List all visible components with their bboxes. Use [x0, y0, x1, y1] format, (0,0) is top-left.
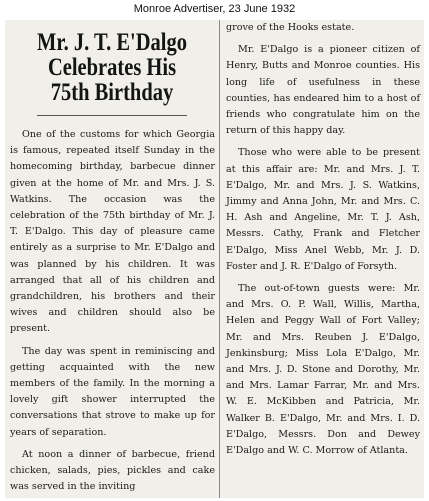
newspaper-clipping — [5, 20, 424, 498]
headline — [24, 20, 199, 105]
headline-line-3: 75th Birthday — [50, 79, 174, 106]
headline-line-2: Celebrates His — [47, 54, 177, 81]
paragraph-continued: grove of the Hooks estate. — [226, 22, 355, 33]
right-column — [219, 20, 424, 498]
paragraph: Those who were able to be present at this affair are: Mr. and Mrs. J. T. E'Dalgo, Mr. and Mrs. J. S. Watkins, Jimmy and Anna John, Mr. and Mrs. C. H. Ash and Angeline, Mr. T. J. Ash, Messrs. Cathy, Frank and Fletcher E'Dalgo, Miss Anel Webb, Mr. J. D. Foster and J. R. E'Dalgo of Forsyth. — [226, 147, 420, 272]
image-caption: Monroe Advertiser, 23 June 1932 — [133, 3, 296, 15]
headline-line-1: Mr. J. T. E'Dalgo — [37, 29, 187, 56]
right-column-text — [220, 20, 424, 459]
paragraph: The day was spent in reminiscing and getting acquainted with the new members of the family. In the morning a lovely gift shower interrupted the conversations that strove to make up for years of separation. — [10, 345, 215, 438]
paragraph: One of the customs for which Georgia is famous, repeated itself Sunday in the homecoming birthday, barbecue dinner given at the home of Mr. and Mrs. J. S. Watkins. The occasion was the celebration of the 75th birthday of Mr. J. T. E'Dalgo. This day of pleasure came entirely as a surprise to Mr. E'Dalgo and was planned by his children. It was arranged that all of his children and grandchildren, his brothers and their wives and children should also be present. — [10, 129, 215, 335]
paragraph: Mr. E'Dalgo is a pioneer citizen of Henry, Butts and Monroe counties. His long life of usefulness in these counties, has endeared him to a host of friends who congratulate him on the return of this happy day. — [226, 44, 420, 137]
paragraph: At noon a dinner of barbecue, friend chicken, salads, pies, pickles and cake was served in the inviting — [10, 448, 215, 493]
left-column-text — [5, 116, 219, 495]
paragraph: The out-of-town guests were: Mr. and Mrs. O. P. Wall, Willis, Martha, Helen and Peggy Wall of Fort Valley; Mr. and Mrs. Reuben J. E'Dalgo, Jenkinsburg; Miss Lola E'Dalgo, Mr. and Mrs. J. D. Stone and Dorothy, Mr. and Mrs. Lamar Farrar, Mr. and Mrs. W. E. McKibben and Patricia, Mr. Walker B. E'Dalgo, Mr. and Mrs. I. D. E'Dalgo, Messrs. Don and Dewey E'Dalgo and W. C. Morrow of Atlanta. — [226, 283, 420, 457]
left-column — [5, 20, 219, 501]
